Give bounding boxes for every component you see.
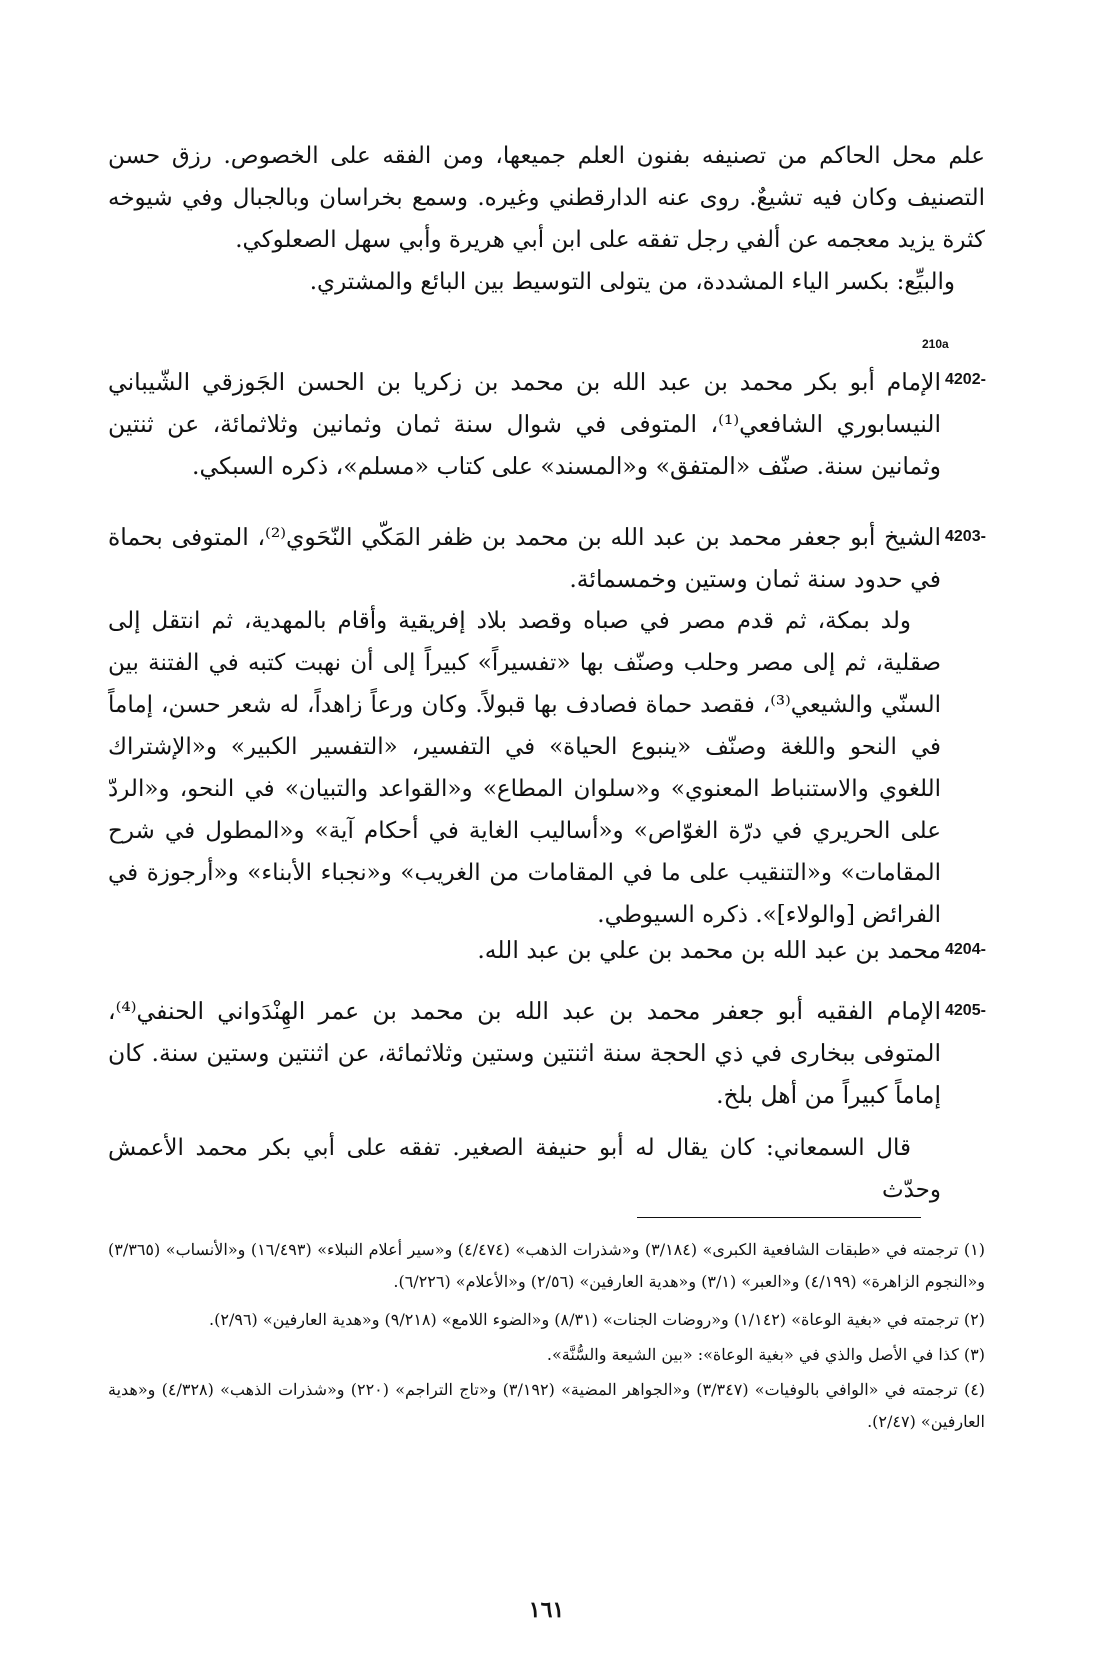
footnote: (١) ترجمته في «طبقات الشافعية الكبرى» (٣/١٨٤) و«شذرات الذهب» (٤/٤٧٤) و«سير أعلام النبلاء» (١٦/٤٩٣) و«الأنساب» (٣/٣٦٥) و«النجوم الزاهرة» (٤/١٩٩) و«العبر» (٣/١) و«هدية العارفين» (٢/٥٦) و«الأعلام» (٦/٢٢٦). xyxy=(108,1240,986,1291)
entry-paragraph: قال السمعاني: كان يقال له أبو حنيفة الصغير. تفقه على أبي بكر محمد الأعمش وحدّث xyxy=(108,1135,941,1203)
page-number: ١٦١ xyxy=(528,1597,565,1623)
entry-number: 4205- xyxy=(945,1002,986,1019)
entry-text: الإمام أبو بكر محمد بن عبد الله بن محمد بن زكريا بن الحسن الجَوزقي الشّيباني النيسابوري الشافعي⁽¹⁾، المتوفى في شوال سنة ثمان وثمانين وثلاثمائة، عن ثنتين وثمانين سنة. صنّف «المتفق» و«المسند» على كتاب «مسلم»، ذكره السبكي. xyxy=(108,368,941,480)
manuscript-folio-marker: 210a xyxy=(922,337,949,351)
footnote: (٤) ترجمته في «الوافي بالوفيات» (٣/٣٤٧) و«الجواهر المضية» (٣/١٩٢) و«تاج التراجم» (٢٢٠) و«شذرات الذهب» (٤/٣٢٨) و«هدية العارفين» (٢/٤٧). xyxy=(108,1380,986,1431)
entry-number: 4202- xyxy=(945,371,986,388)
body-paragraph: علم محل الحاكم من تصنيفه بفنون العلم جميعها، ومن الفقه على الخصوص. رزق حسن التصنيف وكان فيه تشيعٌ. روى عنه الدارقطني وغيره. وسمع بخراسان وبالجبال وفي شيوخه كثرة يزيد معجمه عن ألفي رجل تفقه على ابن أبي هريرة وأبي سهل الصعلوكي. xyxy=(108,143,985,253)
entry-text: الإمام الفقيه أبو جعفر محمد بن عبد الله بن محمد بن عمر الهِنْدَواني الحنفي⁽⁴⁾، المتوفى ببخارى في ذي الحجة سنة اثنتين وستين وثلاثمائة، عن اثنتين وستين سنة. كان إماماً كبيراً من أهل بلخ. xyxy=(108,997,941,1109)
footnote-separator xyxy=(637,1217,921,1218)
footnote: (٢) ترجمته في «بغية الوعاة» (١/١٤٢) و«روضات الجنات» (٨/٣١) و«الضوء اللامع» (٩/٢١٨) و«هدية العارفين» (٢/٩٦). xyxy=(209,1310,985,1329)
body-paragraph: والبيِّع: بكسر الياء المشددة، من يتولى التوسيط بين البائع والمشتري. xyxy=(309,269,955,295)
entry-text: محمد بن عبد الله بن محمد بن علي بن عبد الله. xyxy=(477,936,941,964)
entry-number: 4203- xyxy=(945,528,986,545)
entry-paragraph: ولد بمكة، ثم قدم مصر في صباه وقصد بلاد إفريقية وأقام بالمهدية، ثم انتقل إلى صقلية، ثم إلى مصر وحلب وصنّف بها «تفسيراً» كبيراً إلى أن نهبت كتبه في الفتنة بين السنّي والشيعي⁽³⁾، فقصد حماة فصادف بها قبولاً. وكان ورعاً زاهداً، له شعر حسن، إماماً في النحو واللغة وصنّف «ينبوع الحياة» في التفسير، «التفسير الكبير» و«الإشتراك اللغوي والاستنباط المعنوي» و«سلوان المطاع» و«القواعد والتبيان» في النحو، و«الردّ على الحريري في درّة الغوّاص» و«أساليب الغاية في أحكام آية» و«المطول في شرح المقامات» و«التنقيب على ما في المقامات من الغريب» و«نجباء الأبناء» و«أرجوزة في الفرائض [والولاء]». ذكره السيوطي. xyxy=(108,608,941,928)
entry-text: الشيخ أبو جعفر محمد بن عبد الله بن محمد بن ظفر المَكّي النّحَوي⁽²⁾، المتوفى بحماة في حدود سنة ثمان وستين وخمسمائة. xyxy=(108,523,941,593)
entry-number: 4204- xyxy=(945,941,986,958)
footnote: (٣) كذا في الأصل والذي في «بغية الوعاة»: «بين الشيعة والسُّنَّة». xyxy=(546,1345,985,1364)
